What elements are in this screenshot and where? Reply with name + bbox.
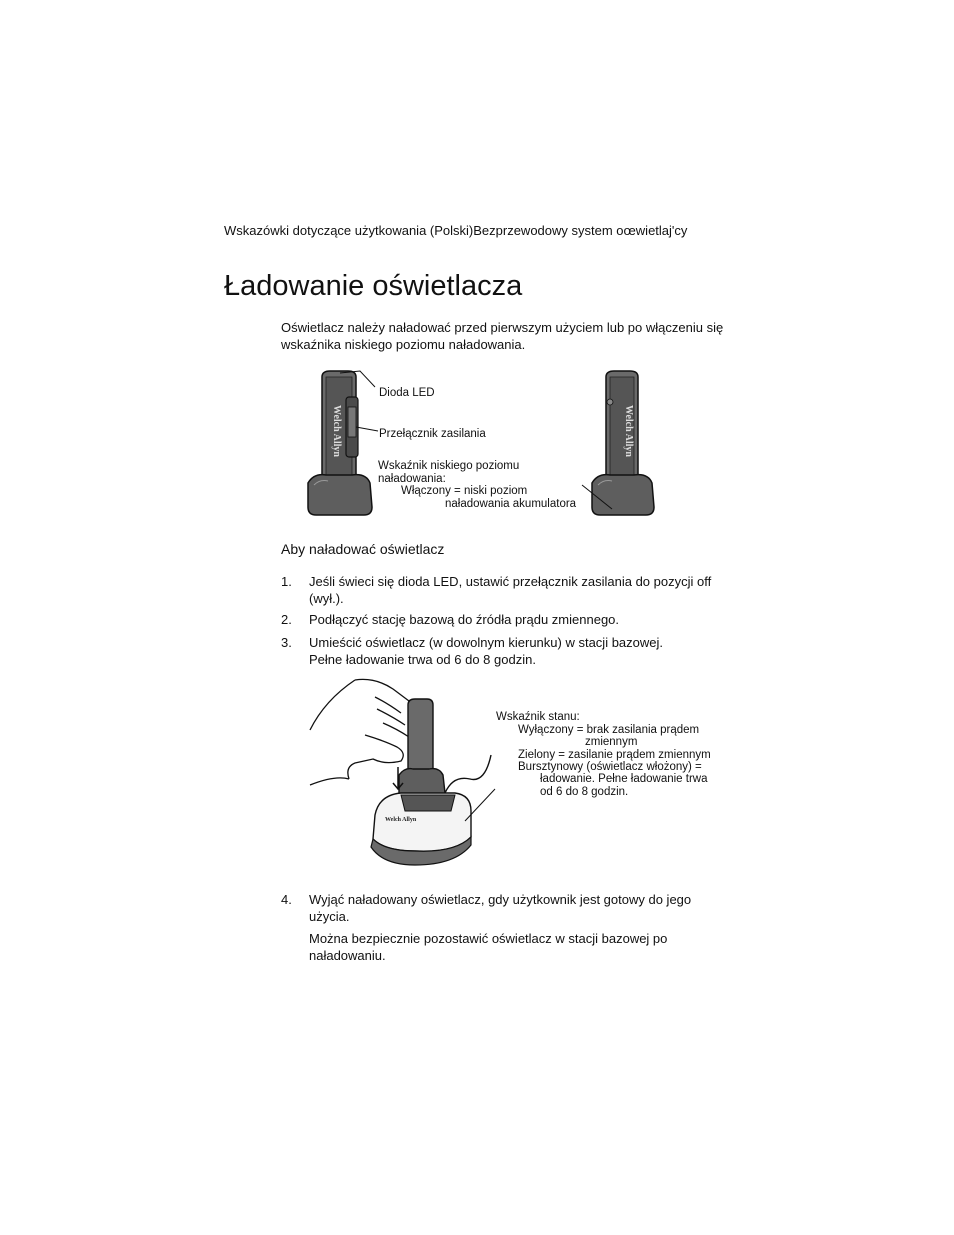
step-3-text: Umieścić oświetlacz (w dowolnym kierunku) w stacji bazowej.: [309, 635, 663, 650]
step-4-number: 4.: [281, 892, 292, 907]
intro-paragraph: Oświetlacz należy naładować przed pierwszym użyciem lub po włączeniu się wskaźnika niskiego poziomu naładowania.: [281, 320, 724, 352]
callout-low-battery-line2: naładowania:: [378, 473, 446, 485]
illuminator-back-illustration: [592, 371, 654, 515]
hand-illustration: [310, 679, 409, 785]
callout-led: Dioda LED: [379, 387, 435, 399]
step-1-text: Jeśli świeci się dioda LED, ustawić przełącznik zasilania do pozycji off (wył.).: [309, 574, 712, 606]
running-header: Wskazówki dotyczące użytkowania (Polski)Bezprzewodowy system oœwietlaj'cy: [224, 223, 688, 238]
brand-label-base: Welch Allyn: [385, 817, 417, 823]
status-green: Zielony = zasilanie prądem zmiennym: [518, 749, 711, 761]
callout-power-switch: Przełącznik zasilania: [379, 428, 486, 440]
step-4-note: Można bezpiecznie pozostawić oświetlacz w stacji bazowej po naładowaniu.: [309, 931, 668, 963]
status-amber-line3: od 6 do 8 godzin.: [540, 786, 629, 798]
brand-label-front: Welch Allyn: [331, 405, 342, 457]
step-2-text: Podłączyć stację bazową do źródła prądu zmiennego.: [309, 612, 620, 627]
base-station-illustration: [371, 793, 471, 865]
section-heading: Aby naładować oświetlacz: [281, 541, 445, 557]
power-cable: [445, 755, 491, 793]
step-3-number: 3.: [281, 635, 292, 650]
page-title: Ładowanie oświetlacza: [224, 270, 523, 302]
callout-low-battery-line4: naładowania akumulatora: [445, 498, 577, 510]
step-2-number: 2.: [281, 612, 292, 627]
callout-low-battery-line3: Włączony = niski poziom: [401, 485, 528, 497]
status-title: Wskaźnik stanu:: [496, 711, 580, 723]
illuminator-inserting-illustration: [399, 699, 445, 799]
status-amber-line2: ładowanie. Pełne ładowanie trwa: [540, 773, 708, 785]
brand-label-back: Welch Allyn: [623, 405, 634, 457]
step-3-note: Pełne ładowanie trwa od 6 do 8 godzin.: [309, 652, 536, 667]
leader-switch: [356, 427, 378, 431]
status-off-line2: zmiennym: [585, 736, 638, 748]
status-amber-line1: Bursztynowy (oświetlacz włożony) =: [518, 761, 702, 773]
figure-charging-station: [305, 675, 500, 870]
callout-low-battery-line1: Wskaźnik niskiego poziomu: [378, 460, 520, 472]
status-off-line1: Wyłączony = brak zasilania prądem: [518, 724, 700, 736]
step-1-number: 1.: [281, 574, 292, 589]
step-4-text: Wyjąć naładowany oświetlacz, gdy użytkownik jest gotowy do jego użycia.: [309, 892, 692, 924]
